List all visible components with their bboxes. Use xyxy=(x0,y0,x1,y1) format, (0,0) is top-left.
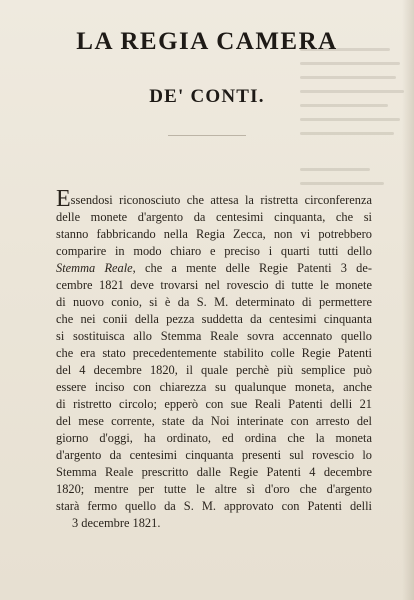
text-line: che era stato precedentemente stabilito colle Regie Patenti xyxy=(56,346,372,360)
text-line: 3 decembre 1821. xyxy=(72,516,161,530)
text-line: cembre 1821 deve trovarsi nel rovescio di tutte le monete xyxy=(56,278,372,292)
text-line: delle monete d'argento da centesimi cinquanta, che si xyxy=(56,210,372,224)
show-through-text xyxy=(300,40,410,190)
text-line: di ristretto circolo; epperò con sue Reali Patenti delli 21 xyxy=(56,397,372,411)
text-line: starà fermo quello da S. M. approvato con Patenti delli xyxy=(56,499,372,513)
document-subtitle: DE' CONTI. xyxy=(149,86,265,107)
text-line: giorno d'oggi, ha ordinato, ed ordina che la moneta xyxy=(56,431,372,445)
drop-cap: E xyxy=(56,186,71,212)
title-divider xyxy=(168,135,246,136)
text-line: di nuovo conio, si è da S. M. determinato di permettere xyxy=(56,295,372,309)
text-line xyxy=(56,260,372,277)
text-line: essere inciso con chiarezza su qualunque moneta, anche xyxy=(56,380,372,394)
text-line: che nei conii della pezza suddetta da centesimi cinquanta xyxy=(56,312,372,326)
document-title: LA REGIA CAMERA xyxy=(76,28,338,55)
text-line: stanno fabbricando nella Regia Zecca, non vi potrebbero xyxy=(56,227,372,241)
text-line: d'argento da centesimi cinquanta presenti sul rovescio lo xyxy=(56,448,372,462)
text-line: del mese corrente, state da Noi interinate con arresto del xyxy=(56,414,372,428)
text-line: comparire in modo chiaro e preciso i quarti tutti dello xyxy=(56,244,372,258)
text-line-rest: , che a mente delle Regie Patenti 3 de- xyxy=(132,261,372,275)
italic-term: Stemma Reale xyxy=(56,261,133,275)
text-line: 1820; mentre per tutte le altre sì d'oro che d'argento xyxy=(56,482,372,496)
text-line: Stemma Reale prescritto dalle Regie Patenti 4 decembre xyxy=(56,465,372,479)
text-line: si sostituisca allo Stemma Reale sovra accennato quello xyxy=(56,329,372,343)
text-line: del 4 decembre 1820, il quale perchè più semplice può xyxy=(56,363,372,377)
text-line: Essendosi riconosciuto che attesa la ristretta circonferenza xyxy=(56,186,372,212)
body-paragraph xyxy=(56,186,372,532)
